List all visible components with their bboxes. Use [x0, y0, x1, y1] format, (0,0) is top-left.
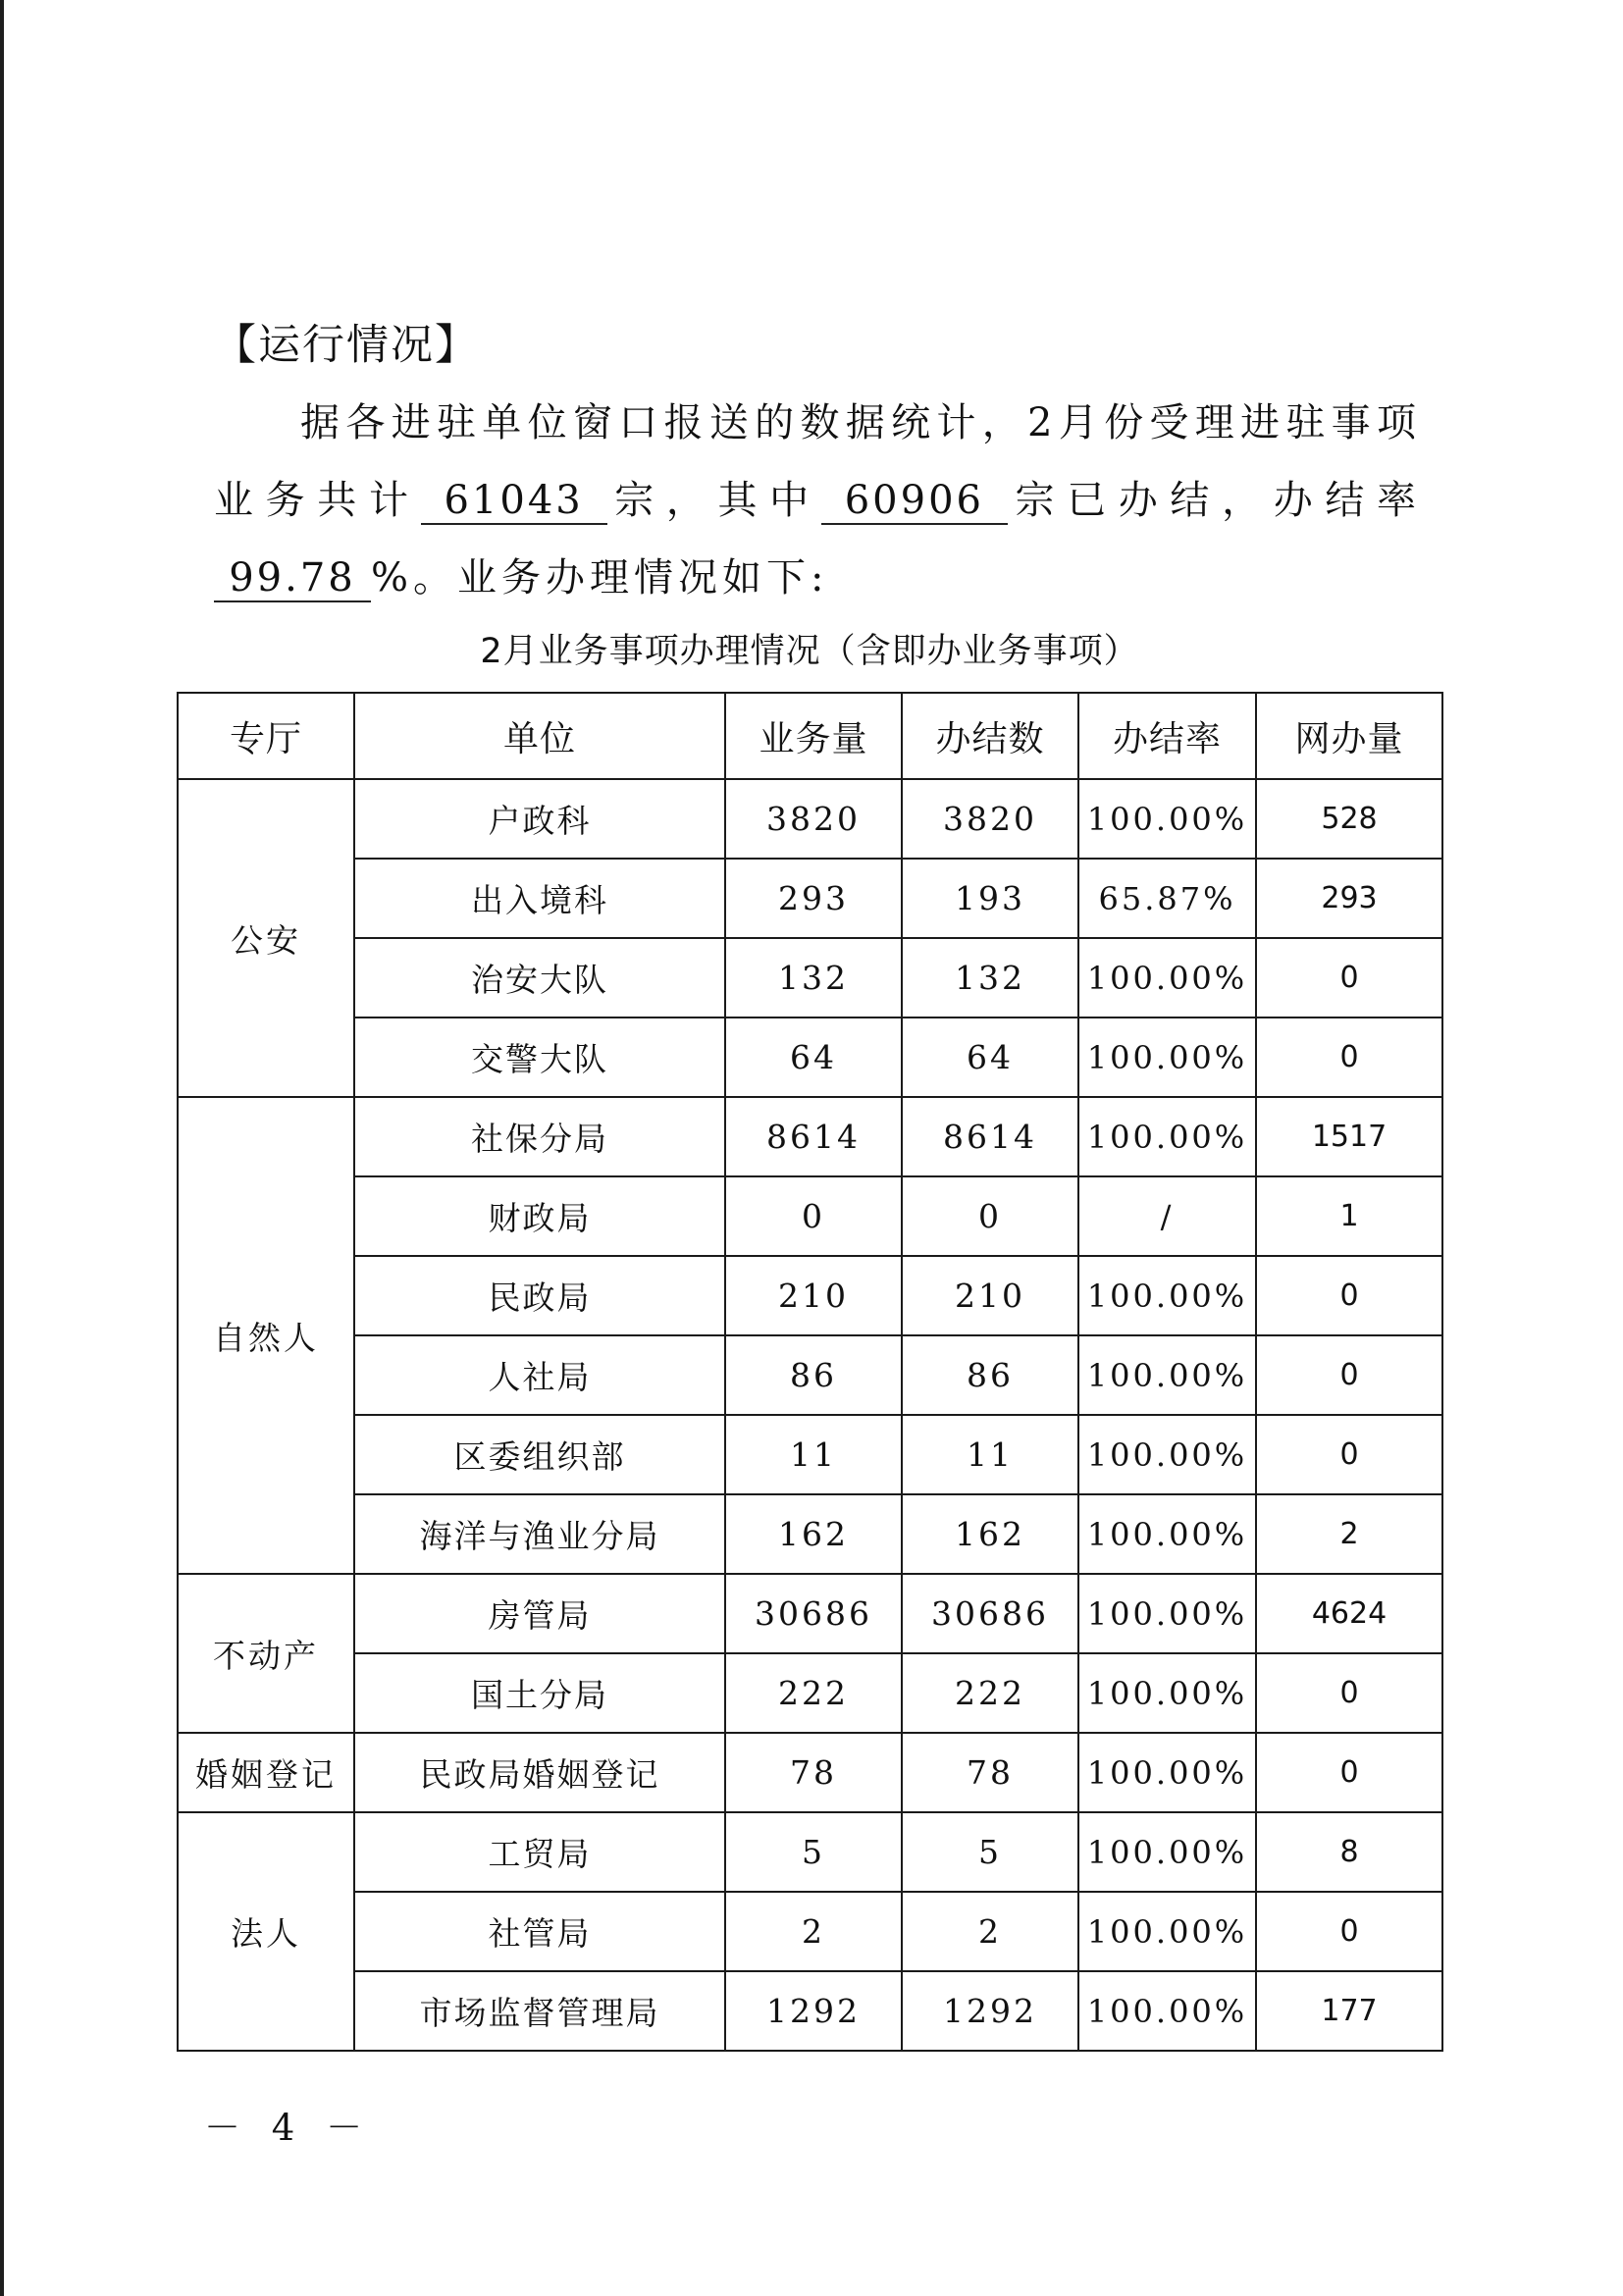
unit-cell: 治安大队 — [354, 938, 725, 1018]
volume-cell: 0 — [725, 1176, 902, 1256]
table-title: 2月业务事项办理情况（含即办业务事项） — [480, 632, 1139, 671]
volume-cell: 64 — [725, 1018, 902, 1097]
hall-cell: 法人 — [178, 1812, 354, 2051]
unit-cell: 海洋与渔业分局 — [354, 1494, 725, 1574]
completed-cell: 86 — [902, 1335, 1078, 1415]
rate-cell: 100.00% — [1078, 1415, 1256, 1494]
volume-cell: 3820 — [725, 779, 902, 859]
volume-cell: 2 — [725, 1892, 902, 1971]
online-cell: 0 — [1256, 1892, 1442, 1971]
completed-cell: 64 — [902, 1018, 1078, 1097]
unit-cell: 国土分局 — [354, 1653, 725, 1733]
rate-cell: 100.00% — [1078, 779, 1256, 859]
online-cell: 4624 — [1256, 1574, 1442, 1653]
online-cell: 0 — [1256, 1415, 1442, 1494]
hall-cell: 自然人 — [178, 1097, 354, 1574]
online-cell: 0 — [1256, 1733, 1442, 1812]
rate-cell: 100.00% — [1078, 1812, 1256, 1892]
completed-cell: 30686 — [902, 1574, 1078, 1653]
volume-cell: 11 — [725, 1415, 902, 1494]
completed-cell: 162 — [902, 1494, 1078, 1574]
online-cell: 0 — [1256, 1335, 1442, 1415]
rate-cell: 100.00% — [1078, 1097, 1256, 1176]
table-row — [178, 1018, 1442, 1097]
intro-text-1: 据各进驻单位窗口报送的数据统计，2月份受理进驻事项业务共计 — [214, 400, 1421, 523]
table-row — [178, 1653, 1442, 1733]
completed-cell: 222 — [902, 1653, 1078, 1733]
rate-cell: 100.00% — [1078, 1256, 1256, 1335]
page-edge — [0, 0, 4, 2296]
rate-cell: 100.00% — [1078, 1892, 1256, 1971]
rate-cell: 100.00% — [1078, 1335, 1256, 1415]
rate-cell: 100.00% — [1078, 938, 1256, 1018]
unit-cell: 社管局 — [354, 1892, 725, 1971]
online-cell: 0 — [1256, 938, 1442, 1018]
header-online: 网办量 — [1256, 693, 1442, 779]
online-cell: 177 — [1256, 1971, 1442, 2051]
rate-cell: 100.00% — [1078, 1733, 1256, 1812]
unit-cell: 人社局 — [354, 1335, 725, 1415]
header-unit: 单位 — [354, 693, 725, 779]
online-cell: 0 — [1256, 1653, 1442, 1733]
completion-rate-value: 99.78 — [214, 555, 371, 602]
completed-cell: 193 — [902, 859, 1078, 938]
online-cell: 0 — [1256, 1256, 1442, 1335]
hall-cell: 婚姻登记 — [178, 1733, 354, 1812]
online-cell: 8 — [1256, 1812, 1442, 1892]
table-row — [178, 1256, 1442, 1335]
table-row — [178, 1971, 1442, 2051]
hall-cell: 不动产 — [178, 1574, 354, 1733]
completed-cell: 0 — [902, 1176, 1078, 1256]
volume-cell: 162 — [725, 1494, 902, 1574]
rate-cell: 100.00% — [1078, 1574, 1256, 1653]
table-row — [178, 1097, 1442, 1176]
intro-text-3: 宗已办结，办结率 — [1007, 478, 1422, 523]
rate-cell: 100.00% — [1078, 1494, 1256, 1574]
table-row — [178, 1574, 1442, 1653]
rate-cell: / — [1078, 1176, 1256, 1256]
volume-cell: 210 — [725, 1256, 902, 1335]
unit-cell: 户政科 — [354, 779, 725, 859]
completed-cell: 1292 — [902, 1971, 1078, 2051]
table-row — [178, 1812, 1442, 1892]
completed-cell: 2 — [902, 1892, 1078, 1971]
unit-cell: 交警大队 — [354, 1018, 725, 1097]
unit-cell: 出入境科 — [354, 859, 725, 938]
table-row — [178, 1733, 1442, 1812]
unit-cell: 工贸局 — [354, 1812, 725, 1892]
completed-cell: 8614 — [902, 1097, 1078, 1176]
table-body — [178, 779, 1442, 2051]
volume-cell: 5 — [725, 1812, 902, 1892]
table-row — [178, 1415, 1442, 1494]
volume-cell: 293 — [725, 859, 902, 938]
rate-cell: 100.00% — [1078, 1971, 1256, 2051]
rate-cell: 100.00% — [1078, 1018, 1256, 1097]
unit-cell: 财政局 — [354, 1176, 725, 1256]
volume-cell: 1292 — [725, 1971, 902, 2051]
rate-cell: 100.00% — [1078, 1653, 1256, 1733]
intro-paragraph — [214, 385, 1421, 617]
volume-cell: 222 — [725, 1653, 902, 1733]
table-row — [178, 1176, 1442, 1256]
rate-cell: 65.87% — [1078, 859, 1256, 938]
intro-text-2: 宗，其中 — [606, 478, 821, 523]
unit-cell: 民政局 — [354, 1256, 725, 1335]
table-row — [178, 1494, 1442, 1574]
intro-text-4: %。业务办理情况如下: — [371, 555, 829, 600]
header-completed: 办结数 — [902, 693, 1078, 779]
completed-cases-value: 60906 — [821, 478, 1008, 525]
volume-cell: 8614 — [725, 1097, 902, 1176]
online-cell: 293 — [1256, 859, 1442, 938]
online-cell: 1 — [1256, 1176, 1442, 1256]
online-cell: 1517 — [1256, 1097, 1442, 1176]
table-row — [178, 779, 1442, 859]
unit-cell: 市场监督管理局 — [354, 1971, 725, 2051]
page-number: － 4 － — [204, 2107, 373, 2149]
unit-cell: 社保分局 — [354, 1097, 725, 1176]
volume-cell: 132 — [725, 938, 902, 1018]
table-row — [178, 859, 1442, 938]
volume-cell: 30686 — [725, 1574, 902, 1653]
online-cell: 528 — [1256, 779, 1442, 859]
business-statistics-table — [177, 692, 1443, 2052]
online-cell: 2 — [1256, 1494, 1442, 1574]
completed-cell: 132 — [902, 938, 1078, 1018]
unit-cell: 房管局 — [354, 1574, 725, 1653]
volume-cell: 78 — [725, 1733, 902, 1812]
header-hall: 专厅 — [178, 693, 354, 779]
hall-cell: 公安 — [178, 779, 354, 1097]
completed-cell: 210 — [902, 1256, 1078, 1335]
online-cell: 0 — [1256, 1018, 1442, 1097]
completed-cell: 5 — [902, 1812, 1078, 1892]
unit-cell: 民政局婚姻登记 — [354, 1733, 725, 1812]
unit-cell: 区委组织部 — [354, 1415, 725, 1494]
table-header-row — [178, 693, 1442, 779]
table-row — [178, 1892, 1442, 1971]
section-heading: 【运行情况】 — [214, 321, 479, 370]
header-volume: 业务量 — [725, 693, 902, 779]
completed-cell: 3820 — [902, 779, 1078, 859]
table-row — [178, 1335, 1442, 1415]
header-rate: 办结率 — [1078, 693, 1256, 779]
completed-cell: 78 — [902, 1733, 1078, 1812]
volume-cell: 86 — [725, 1335, 902, 1415]
table-row — [178, 938, 1442, 1018]
total-cases-value: 61043 — [421, 478, 607, 525]
completed-cell: 11 — [902, 1415, 1078, 1494]
